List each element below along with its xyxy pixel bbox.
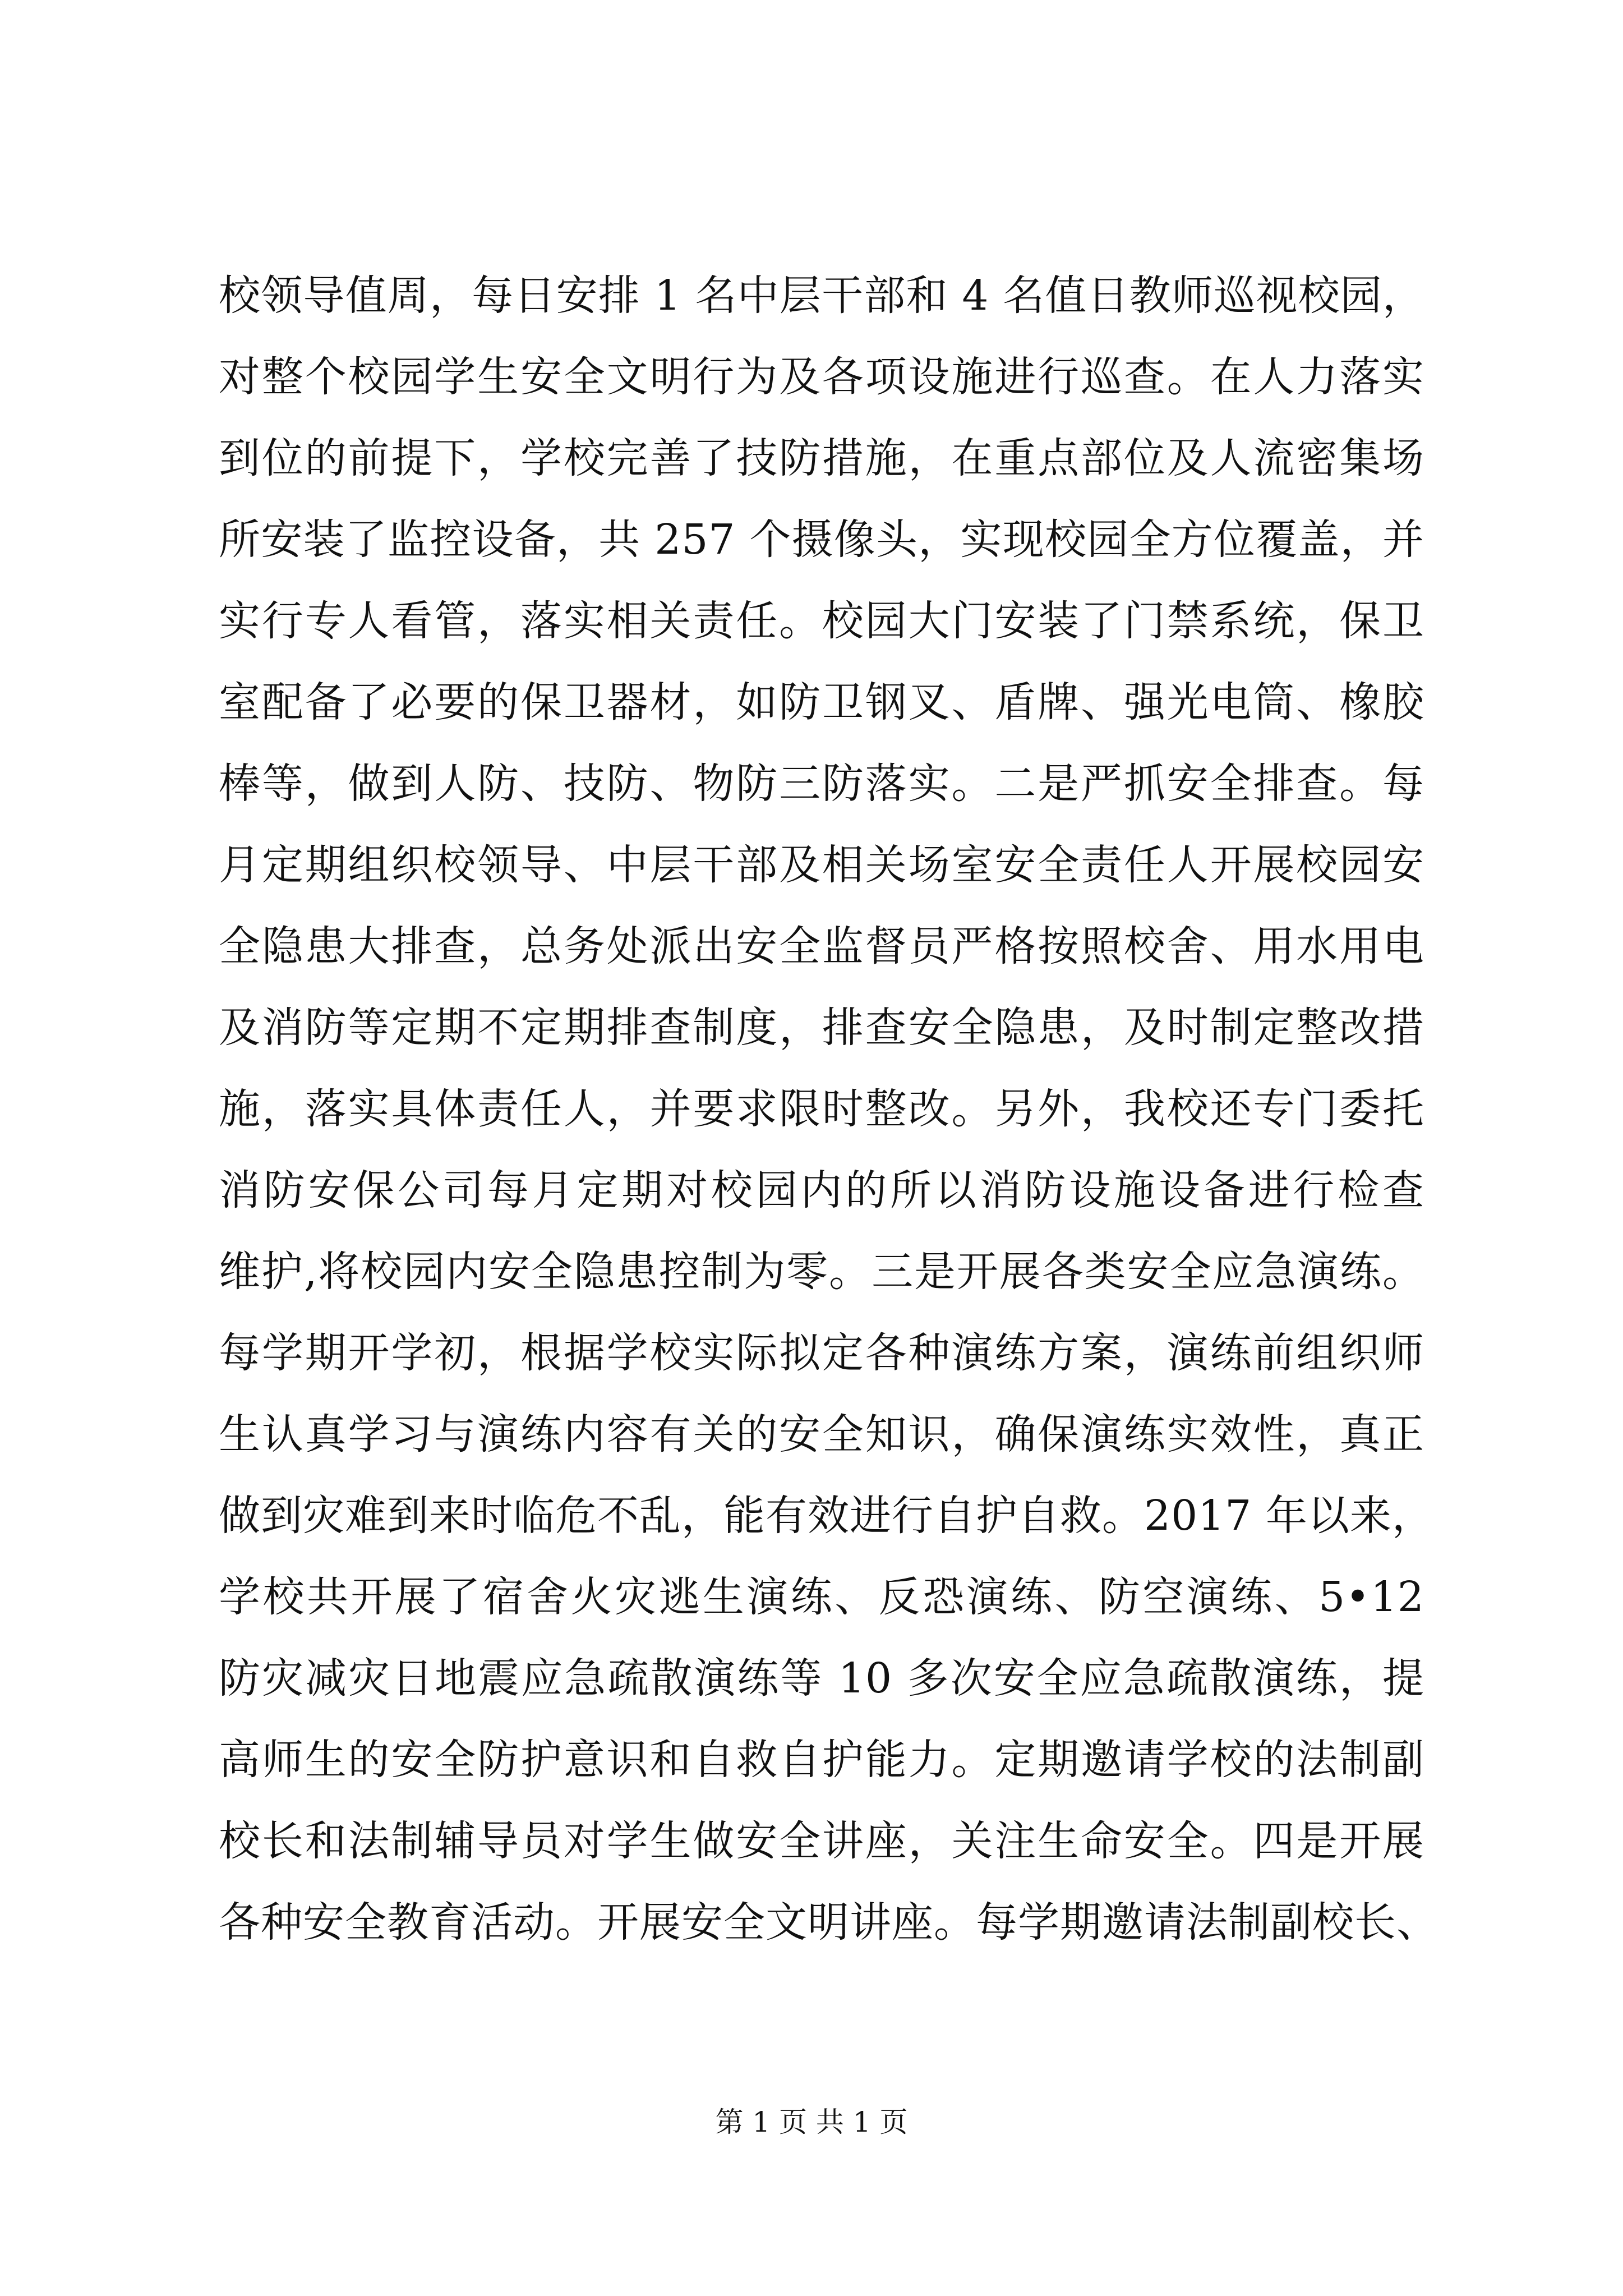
text-line: 防灾减灾日地震应急疏散演练等 10 多次安全应急疏散演练，提 xyxy=(219,1654,1424,1703)
text-line: 全隐患大排查，总务处派出安全监督员严格按照校舍、用水用电 xyxy=(219,922,1424,970)
text-line: 做到灾难到来时临危不乱，能有效进行自护自救。2017 年以来， xyxy=(219,1492,1434,1540)
text-line: 高师生的安全防护意识和自救自护能力。定期邀请学校的法制副 xyxy=(219,1736,1424,1784)
text-line: 所安装了监控设备，共 257 个摄像头，实现校园全方位覆盖，并 xyxy=(219,516,1424,564)
text-line: 学校共开展了宿舍火灾逃生演练、反恐演练、防空演练、5•12 xyxy=(219,1573,1424,1621)
page-footer: 第 1 页 共 1 页 xyxy=(715,2106,908,2138)
text-line: 生认真学习与演练内容有关的安全知识，确保演练实效性，真正 xyxy=(219,1410,1424,1458)
text-line: 到位的前提下，学校完善了技防措施，在重点部位及人流密集场 xyxy=(219,434,1424,482)
text-line: 棒等，做到人防、技防、物防三防落实。二是严抓安全排查。每 xyxy=(219,760,1424,808)
text-line: 对整个校园学生安全文明行为及各项设施进行巡查。在人力落实 xyxy=(219,353,1424,401)
body-text xyxy=(219,255,1438,1963)
text-line: 维护,将校园内安全隐患控制为零。三是开展各类安全应急演练。 xyxy=(219,1248,1424,1296)
text-line: 校长和法制辅导员对学生做安全讲座，关注生命安全。四是开展 xyxy=(219,1817,1424,1865)
text-line: 每学期开学初，根据学校实际拟定各种演练方案，演练前组织师 xyxy=(219,1329,1424,1377)
text-line: 消防安保公司每月定期对校园内的所以消防设施设备进行检查 xyxy=(219,1166,1424,1214)
text-line: 室配备了必要的保卫器材，如防卫钢叉、盾牌、强光电筒、橡胶 xyxy=(219,678,1424,726)
text-line: 校领导值周，每日安排 1 名中层干部和 4 名值日教师巡视校园， xyxy=(219,272,1424,320)
text-line: 各种安全教育活动。开展安全文明讲座。每学期邀请法制副校长、 xyxy=(219,1898,1438,1947)
text-line: 月定期组织校领导、中层干部及相关场室安全责任人开展校园安 xyxy=(219,841,1424,889)
text-line: 实行专人看管，落实相关责任。校园大门安装了门禁系统，保卫 xyxy=(219,597,1424,645)
text-line: 施，落实具体责任人，并要求限时整改。另外，我校还专门委托 xyxy=(219,1085,1424,1133)
text-line: 及消防等定期不定期排查制度，排查安全隐患，及时制定整改措 xyxy=(219,1004,1424,1052)
